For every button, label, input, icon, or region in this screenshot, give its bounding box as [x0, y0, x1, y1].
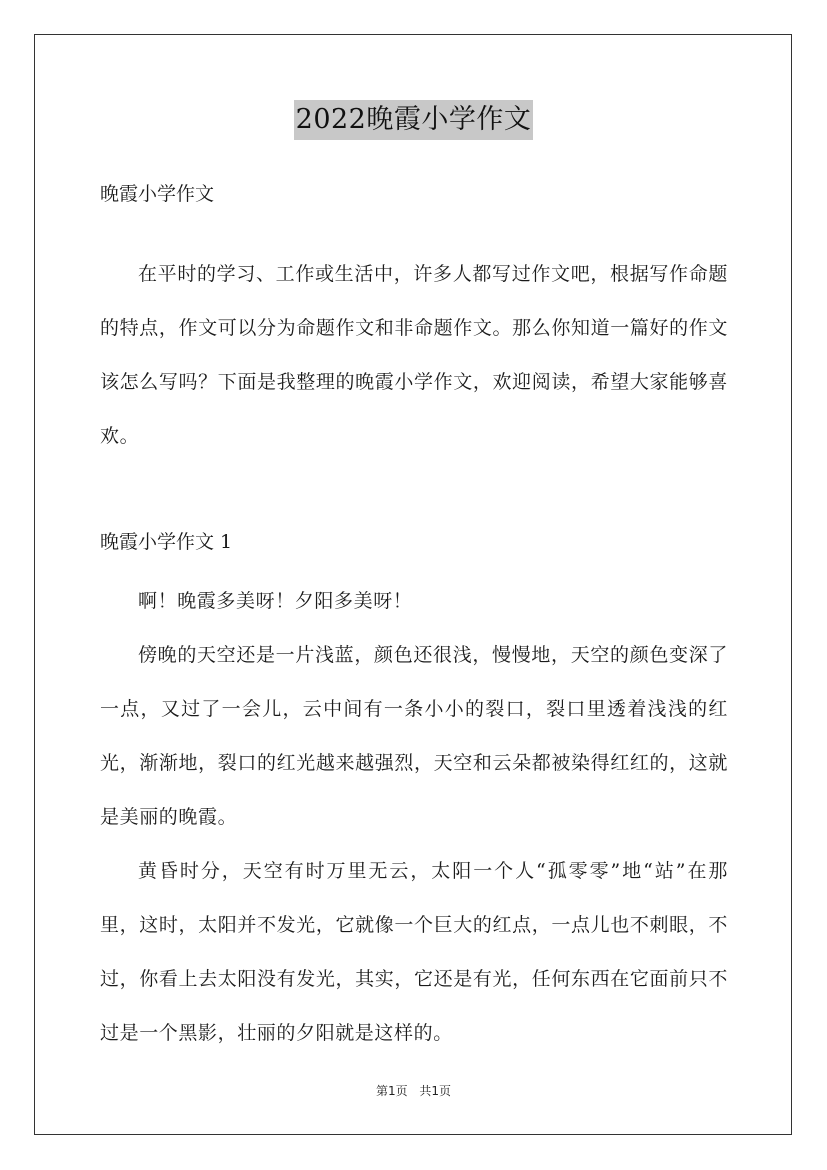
page-footer: [0, 1082, 827, 1099]
intro-paragraph: 在平时的学习、工作或生活中，许多人都写过作文吧，根据写作命题的特点，作文可以分为命题作文和非命题作文。那么你知道一篇好的作文该怎么写吗？下面是我整理的晚霞小学作文，欢迎阅读，希望大家能够喜欢。: [100, 263, 728, 447]
section-heading: 晚霞小学作文 1: [100, 531, 233, 553]
page-total: 共1页: [419, 1084, 452, 1098]
document-body: [100, 178, 728, 1060]
section-paragraph: 傍晚的天空还是一片浅蓝，颜色还很浅，慢慢地，天空的颜色变深了一点，又过了一会儿，云中间有一条小小的裂口，裂口里透着浅浅的红光，渐渐地，裂口的红光越来越强烈，天空和云朵都被染得红红的，这就是美丽的晚霞。: [100, 644, 728, 828]
title-container: [0, 100, 827, 140]
section-paragraph: 啊！晚霞多美呀！夕阳多美呀！: [138, 590, 413, 612]
document-title: 2022晚霞小学作文: [294, 100, 534, 140]
page-number: 第1页: [375, 1084, 408, 1098]
document-subtitle: 晚霞小学作文: [100, 183, 215, 205]
section-paragraph: 黄昏时分，天空有时万里无云，太阳一个人“孤零零”地“站”在那里，这时，太阳并不发光，它就像一个巨大的红点，一点儿也不刺眼，不过，你看上去太阳没有发光，其实，它还是有光，任何东西在它面前只不过是一个黑影，壮丽的夕阳就是这样的。: [100, 860, 728, 1044]
